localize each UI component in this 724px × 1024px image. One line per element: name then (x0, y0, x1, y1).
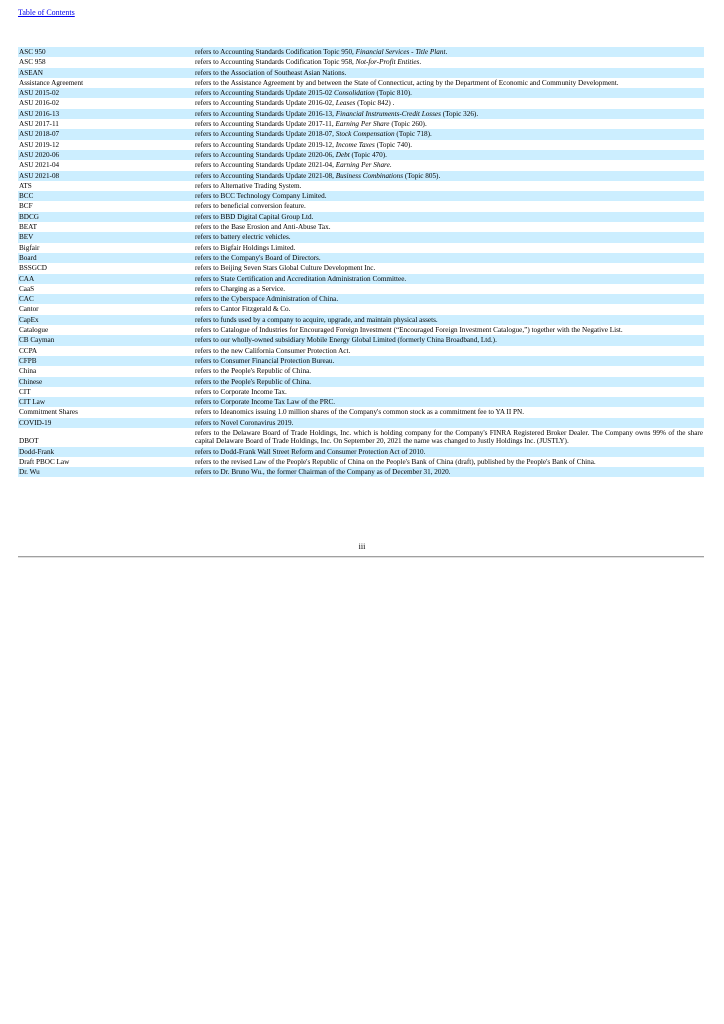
definition-text: refers to the revised Law of the People's Republic of China on the People's Bank of China (draft), published by the People's Bank of China. (195, 457, 596, 466)
definition-term: CIT Law (18, 397, 194, 407)
definition-term: ASU 2016-13 (18, 109, 194, 119)
definition-text: refers to Accounting Standards Update 2021-04, Earning Per Share. (195, 161, 392, 170)
definition-row (18, 181, 704, 191)
definition-term: Dodd-Frank (18, 447, 194, 457)
definition-term: CAC (18, 294, 194, 304)
definition-row (18, 88, 704, 98)
definition-row (18, 47, 704, 57)
definition-text: refers to Bigfair Holdings Limited. (195, 243, 296, 252)
definition-row (18, 263, 704, 273)
definition-text: refers to Corporate Income Tax. (195, 387, 287, 396)
definition-text: refers to Accounting Standards Update 2018-07, Stock Compensation (Topic 718). (194, 129, 704, 139)
definition-row (18, 397, 704, 407)
definition-text: refers to our wholly-owned subsidiary Mobile Energy Global Limited (formerly China Broadband, Ltd.). (194, 335, 704, 345)
definition-text: refers to Ideanomics issuing 1.0 million shares of the Company's common stock as a commitment fee to YA II PN. (195, 408, 524, 417)
definition-row (18, 377, 704, 387)
definition-term: CFPB (18, 356, 194, 366)
defined-title: Business Combinations (335, 171, 404, 180)
definition-row (18, 407, 704, 417)
definition-term: BCF (19, 202, 33, 211)
definition-row (18, 150, 704, 160)
definition-text: refers to Novel Coronavirus 2019. (194, 418, 704, 428)
definition-text: refers to BCC Technology Company Limited. (194, 191, 704, 201)
definitions-body (18, 47, 704, 477)
definition-row (18, 335, 704, 345)
definition-text: refers to Accounting Standards Codification Topic 958, Not-for-Profit Entities. (195, 58, 422, 67)
definition-text: refers to Dodd-Frank Wall Street Reform and Consumer Protection Act of 2010. (194, 447, 704, 457)
definition-row (18, 325, 704, 335)
definition-text: refers to Charging as a Service. (195, 284, 286, 293)
definition-text: refers to Accounting Standards Update 2019-12, Income Taxes (Topic 740). (195, 140, 413, 149)
definition-row (18, 171, 704, 181)
definition-text: refers to the Association of Southeast Asian Nations. (194, 68, 704, 78)
definition-term: Bigfair (19, 243, 40, 252)
definition-row (18, 467, 704, 477)
definition-text: refers to the Cyberspace Administration of China. (194, 294, 704, 304)
definition-text: refers to Accounting Standards Update 2020-06, Debt (Topic 470). (194, 150, 704, 160)
defined-title: Debt (335, 150, 350, 159)
definition-row (18, 57, 704, 67)
definition-row (18, 356, 704, 366)
definition-text: refers to Accounting Standards Update 2016-13, Financial Instruments-Credit Losses (Topic 326). (194, 109, 704, 119)
definition-text: refers to State Certification and Accreditation Administration Committee. (194, 274, 704, 284)
definition-term: CaaS (19, 284, 35, 293)
definition-row (18, 68, 704, 78)
definition-term: ASU 2015-02 (18, 88, 194, 98)
definition-row (18, 253, 704, 263)
definition-text: refers to Alternative Trading System. (195, 181, 302, 190)
definition-text: refers to Dr. Bruno Wu., the former Chairman of the Company as of December 31, 2020. (194, 467, 704, 477)
definition-row (18, 201, 704, 211)
definition-row (18, 315, 704, 325)
definition-text: refers to funds used by a company to acquire, upgrade, and maintain physical assets. (194, 315, 704, 325)
definition-term: Catalogue (19, 326, 49, 335)
definition-term: ATS (19, 181, 32, 190)
definition-text: refers to Accounting Standards Update 2015-02 Consolidation (Topic 810). (194, 88, 704, 98)
definition-term: China (19, 367, 37, 376)
definition-row (18, 274, 704, 284)
definition-row (18, 98, 704, 108)
definition-term: CapEx (18, 315, 194, 325)
definition-term: ASU 2020-06 (18, 150, 194, 160)
definition-term: ASU 2019-12 (19, 140, 60, 149)
definition-row (18, 160, 704, 170)
definition-term: ASU 2016-02 (19, 99, 60, 108)
defined-title: Earning Per Share (335, 161, 390, 170)
definition-term: CAA (18, 274, 194, 284)
definition-term: Assistance Agreement (19, 78, 84, 87)
definition-text: refers to Consumer Financial Protection Bureau. (194, 356, 704, 366)
definition-text: refers to the Delaware Board of Trade Holdings, Inc. which is holding company for the Company's FINRA Registered Broker Dealer. The Company owns 99% of the share capital Delaware Board of Trade Holdings, Inc. On September 20, 2021 the name was changed to Justly Holdings Inc. (JUSTLY). (195, 428, 703, 446)
definition-row (18, 418, 704, 428)
definition-term: CB Cayman (18, 335, 194, 345)
definition-term: ASU 2021-08 (18, 171, 194, 181)
definition-text: refers to battery electric vehicles. (194, 232, 704, 242)
page-divider (18, 556, 704, 558)
defined-title: Income Taxes (335, 140, 375, 149)
definition-row (18, 457, 704, 467)
table-of-contents-link[interactable]: Table of Contents (18, 8, 75, 17)
definition-row (18, 294, 704, 304)
definition-text: refers to Accounting Standards Update 2021-08, Business Combinations (Topic 805). (194, 171, 704, 181)
definition-row (18, 109, 704, 119)
definition-term: ASU 2021-04 (19, 161, 60, 170)
definition-term: ASU 2017-11 (19, 120, 59, 129)
defined-title: Financial Services - Title Plant (355, 48, 446, 56)
definition-term: COVID-19 (18, 418, 194, 428)
defined-title: Consolidation (333, 89, 375, 98)
definition-text: refers to beneficial conversion feature. (195, 202, 306, 211)
definition-term: BSSGCD (19, 264, 47, 273)
defined-title: Stock Compensation (335, 130, 395, 139)
definition-row (18, 212, 704, 222)
defined-title: Leases (335, 99, 356, 108)
definition-term: BCC (18, 191, 194, 201)
definition-row (18, 243, 704, 253)
definition-text: refers to the People's Republic of China. (195, 367, 312, 376)
definition-term: Commitment Shares (19, 408, 78, 417)
definition-term: Dr. Wu (18, 467, 194, 477)
definition-text: refers to the new California Consumer Protection Act. (195, 346, 351, 355)
definition-term: Draft PBOC Law (19, 457, 70, 466)
definition-text: refers to the Base Erosion and Anti-Abuse Tax. (195, 223, 331, 232)
defined-title: Financial Instruments-Credit Losses (335, 109, 441, 118)
definition-row (18, 428, 704, 447)
definition-row (18, 232, 704, 242)
page-number: iii (358, 542, 366, 551)
definition-text: refers to the Assistance Agreement by and between the State of Connecticut, acting by the Department of Economic and Community Development. (195, 78, 619, 87)
definition-text: refers to the People's Republic of China. (194, 377, 704, 387)
definition-text: refers to Accounting Standards Codification Topic 950, Financial Services - Title Plant. (194, 47, 704, 57)
definition-term: ASC 950 (18, 47, 194, 57)
definition-term: ASC 958 (19, 58, 46, 67)
definition-row (18, 191, 704, 201)
definition-term: Chinese (18, 377, 194, 387)
definition-term: Board (18, 253, 194, 263)
definition-term: BDCG (18, 212, 194, 222)
definition-row (18, 119, 704, 129)
definition-row (18, 222, 704, 232)
definition-row (18, 129, 704, 139)
definition-row (18, 284, 704, 294)
definition-term: BEAT (19, 223, 37, 232)
defined-title: Earning Per Share (335, 120, 390, 129)
definition-text: refers to Cantor Fitzgerald & Co. (195, 305, 291, 314)
definitions-table (18, 47, 704, 477)
definition-text: refers to Corporate Income Tax Law of the PRC. (194, 397, 704, 407)
definition-term: CCPA (19, 346, 38, 355)
definition-row (18, 346, 704, 356)
definition-text: refers to Beijing Seven Stars Global Culture Development Inc. (195, 264, 376, 273)
definition-row (18, 304, 704, 314)
definition-term: CIT (19, 387, 31, 396)
definition-term: ASEAN (18, 68, 194, 78)
definition-row (18, 78, 704, 88)
definition-text: refers to the Company's Board of Directors. (194, 253, 704, 263)
definition-row (18, 447, 704, 457)
definition-text: refers to Accounting Standards Update 2017-11, Earning Per Share (Topic 260). (195, 120, 427, 129)
definition-text: refers to Accounting Standards Update 2016-02, Leases (Topic 842) . (195, 99, 395, 108)
definition-term: Cantor (19, 305, 39, 314)
definition-row (18, 387, 704, 397)
definition-text: refers to BBD Digital Capital Group Ltd. (194, 212, 704, 222)
definition-row (18, 140, 704, 150)
definition-term: ASU 2018-07 (18, 129, 194, 139)
definition-term: DBOT (19, 437, 39, 446)
defined-title: Not-for-Profit Entities (355, 58, 420, 67)
definition-row (18, 366, 704, 376)
definition-text: refers to Catalogue of Industries for Encouraged Foreign Investment (“Encouraged Foreign Investment Catalogue,”) together with the Negative List. (195, 326, 623, 335)
definition-term: BEV (18, 232, 194, 242)
